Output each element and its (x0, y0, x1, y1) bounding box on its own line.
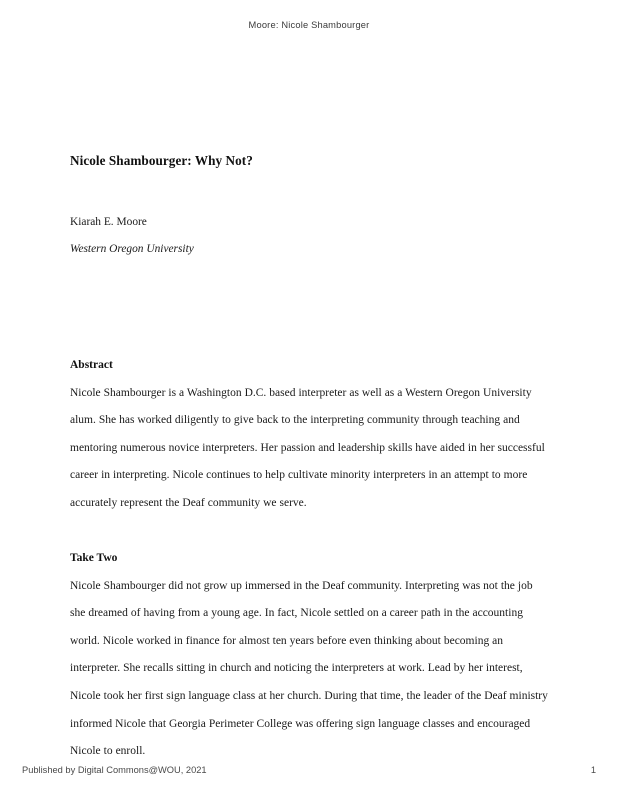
section-take-two (70, 545, 548, 766)
section-paragraph-take-two: Nicole Shambourger did not grow up immersed in the Deaf community. Interpreting was not the job she dreamed of having from a young age. In fact, Nicole settled on a career path in the accounting world. Nicole worked in finance for almost ten years before even thinking about becoming an interpreter. She recalls sitting in church and noticing the interpreters at work. Lead by her interest, Nicole took her first sign language class at her church. During that time, the leader of the Deaf ministry informed Nicole that Georgia Perimeter College was offering sign language classes and encouraged Nicole to enroll. (70, 579, 548, 758)
footer-publication-text: Published by Digital Commons@WOU, 2021 (22, 765, 207, 775)
author-block (70, 209, 548, 263)
section-abstract (70, 352, 548, 518)
author-name: Kiarah E. Moore (70, 216, 147, 228)
page-footer (22, 765, 596, 785)
section-paragraph-abstract: Nicole Shambourger is a Washington D.C. based interpreter as well as a Western Oregon University alum. She has worked diligently to give back to the interpreting community through teaching and mentoring numerous novice interpreters. Her passion and leadership skills have aided in her successful career in interpreting. Nicole continues to help cultivate minority interpreters in an attempt to more accurately represent the Deaf community we serve. (70, 386, 545, 509)
section-heading-take-two: Take Two (70, 552, 118, 564)
section-heading-abstract: Abstract (70, 359, 113, 371)
page-title: Nicole Shambourger: Why Not? (70, 152, 253, 168)
author-affiliation: Western Oregon University (70, 243, 194, 255)
footer-page-number: 1 (590, 765, 596, 775)
running-head: Moore: Nicole Shambourger (248, 20, 370, 30)
